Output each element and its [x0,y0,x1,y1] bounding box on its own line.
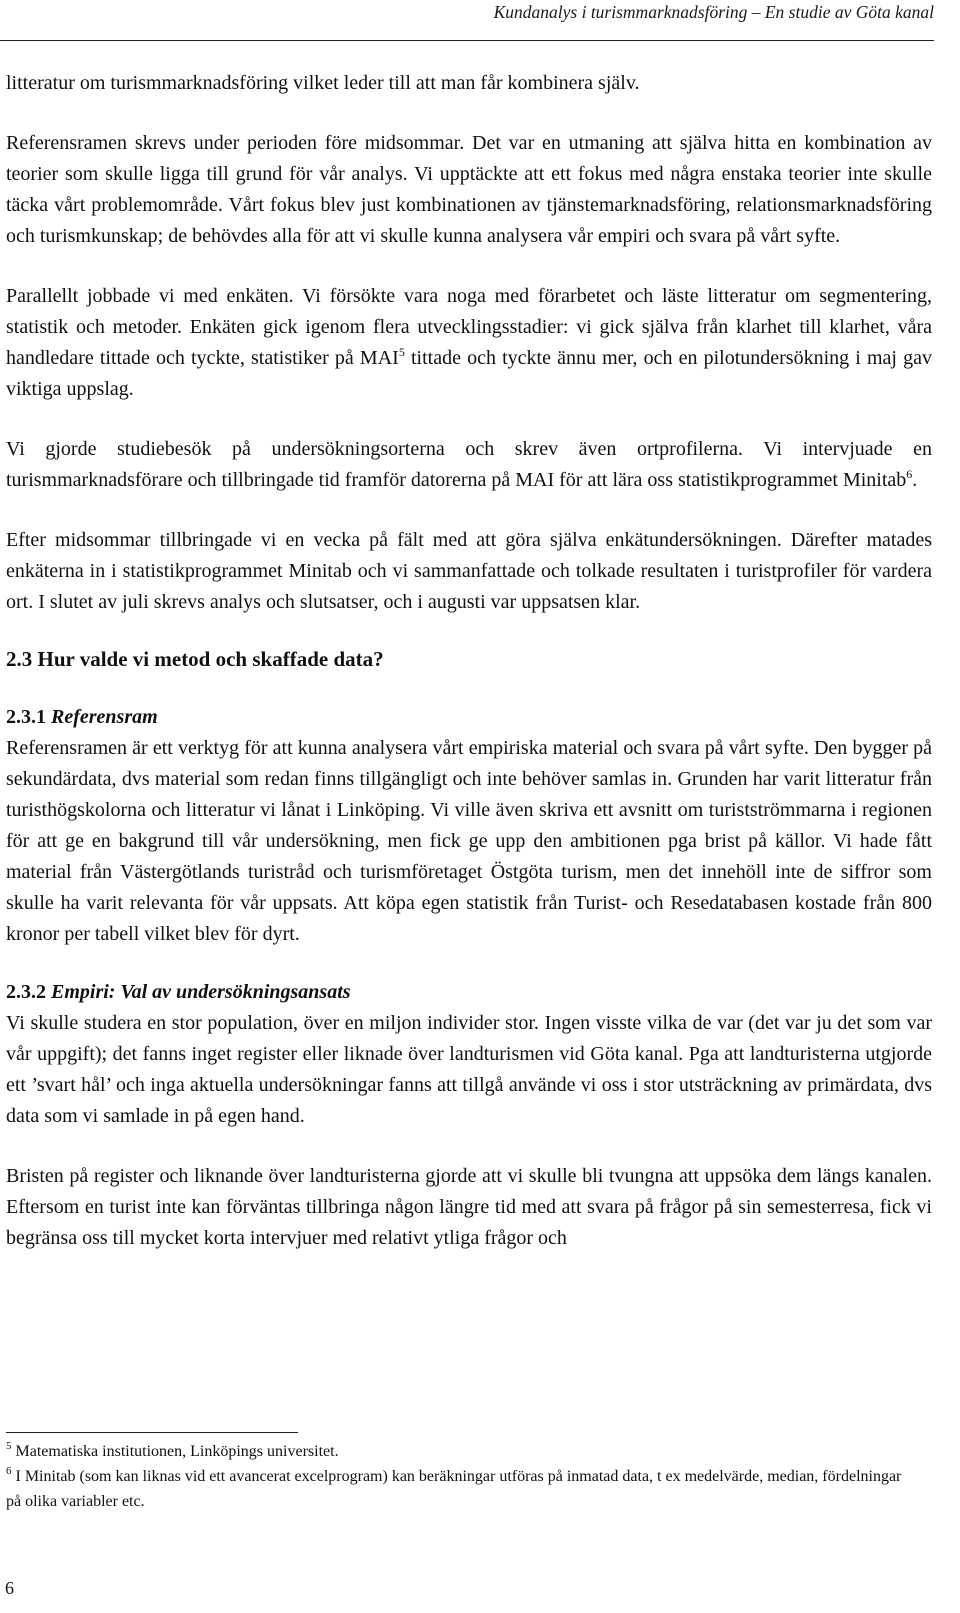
footnote-text: Matematiska institutionen, Linköpings universitet. [15,1443,339,1460]
page-number: 6 [5,1578,14,1598]
paragraph [6,434,932,496]
footnote [6,1439,906,1464]
paragraph-text: . [912,469,918,491]
paragraph: Bristen på register och liknande över landturisterna gjorde att vi skulle bli tvungna att uppsöka dem längs kanalen. Eftersom en turist inte kan förväntas tillbringa någon längre tid med att svara på frågor på sin semesterresa, fick vi begränsa oss till mycket korta intervjuer med relativt ytliga frågor och [6,1165,932,1249]
footnote-number: 5 [6,1440,12,1452]
subsection-title: Referensram [51,706,158,728]
footnote-divider [6,1432,298,1433]
subsection-heading [6,977,932,1008]
footnote-reference: 5 [398,345,405,359]
section-heading: 2.3 Hur valde vi metod och skaffade data? [6,647,384,671]
paragraph [6,281,932,405]
header-divider [0,40,934,41]
paragraph: Efter midsommar tillbringade vi en vecka på fält med att göra själva enkätundersökningen. Därefter matades enkäterna in i statistikprogrammet Minitab och vi sammanfattade och tolkade resultaten i turistprofiler för vardera ort. I slutet av juli skrevs analys och slutsatser, och i augusti var uppsatsen klar. [6,529,932,613]
running-header: Kundanalys i turismmarknadsföring – En studie av Göta kanal [493,2,934,22]
paragraph-text: Parallellt jobbade vi med enkäten. Vi försökte vara noga med förarbetet och läste litteratur om segmentering, statistik och metoder. Enkäten gick igenom flera utvecklingsstadier: vi gick själva från klarhet till klarhet, våra handledare tittade och tyckte, statistiker på MAI [6,285,932,369]
footnotes [6,1439,906,1514]
footnote-number: 6 [6,1465,12,1477]
paragraph: Referensramen är ett verktyg för att kunna analysera vårt empiriska material och svara på vårt syfte. Den bygger på sekundärdata, dvs material som redan finns tillgängligt och inte behöver samlas in. Grunden har varit litteratur från turisthögskolorna och litteratur vi lånat i Linköping. Vi ville även skriva ett avsnitt om turistströmmarna i regionen för att ge en bakgrund till vår undersökning, men fick ge upp den ambitionen pga brist på källor. Vi hade fått material från Västergötlands turistråd och turismföretaget Östgöta turism, men det innehöll inte de siffror som skulle ha varit relevanta för vår uppsats. Att köpa egen statistik från Turist- och Resedatabasen kostade från 800 kronor per tabell vilket blev för dyrt. [6,737,932,945]
body-text [6,68,932,1254]
subsection-heading [6,702,932,733]
footnote [6,1464,906,1514]
paragraph-text: tittade och tyckte ännu mer, och en pilotundersökning i maj gav viktiga uppslag. [6,347,932,400]
subsection-number: 2.3.1 [6,706,46,728]
subsection-number: 2.3.2 [6,981,46,1003]
paragraph-text: Vi gjorde studiebesök på undersökningsorterna och skrev även ortprofilerna. Vi intervjuade en turismmarknadsförare och tillbringade tid framför datorerna på MAI för att lära oss statistikprogrammet Minitab [6,438,932,491]
footnote-text: I Minitab (som kan liknas vid ett avancerat excelprogram) kan beräkningar utföras på inmatad data, t ex medelvärde, median, fördelningar på olika variabler etc. [6,1468,902,1510]
subsection-title: Empiri: Val av undersökningsansats [51,981,351,1003]
paragraph: Vi skulle studera en stor population, över en miljon individer stor. Ingen visste vilka de var (det var ju det som var vår uppgift); det fanns inget register eller liknade över landturismen vid Göta kanal. Pga att landturisterna utgjorde ett ’svart hål’ och inga aktuella undersökningar fanns att tillgå använde vi oss i stor utsträckning av primärdata, dvs data som vi samlade in på egen hand. [6,1012,932,1127]
footnote-reference: 6 [906,467,913,481]
paragraph: litteratur om turismmarknadsföring vilket leder till att man får kombinera själv. [6,72,640,94]
paragraph: Referensramen skrevs under perioden före midsommar. Det var en utmaning att själva hitta en kombination av teorier som skulle ligga till grund för vår analys. Vi upptäckte att ett fokus med några enstaka teorier inte skulle täcka vårt problemområde. Vårt fokus blev just kombinationen av tjänstemarknadsföring, relationsmarknadsföring och turismkunskap; de behövdes alla för att vi skulle kunna analysera vår empiri och svara på vårt syfte. [6,132,932,247]
